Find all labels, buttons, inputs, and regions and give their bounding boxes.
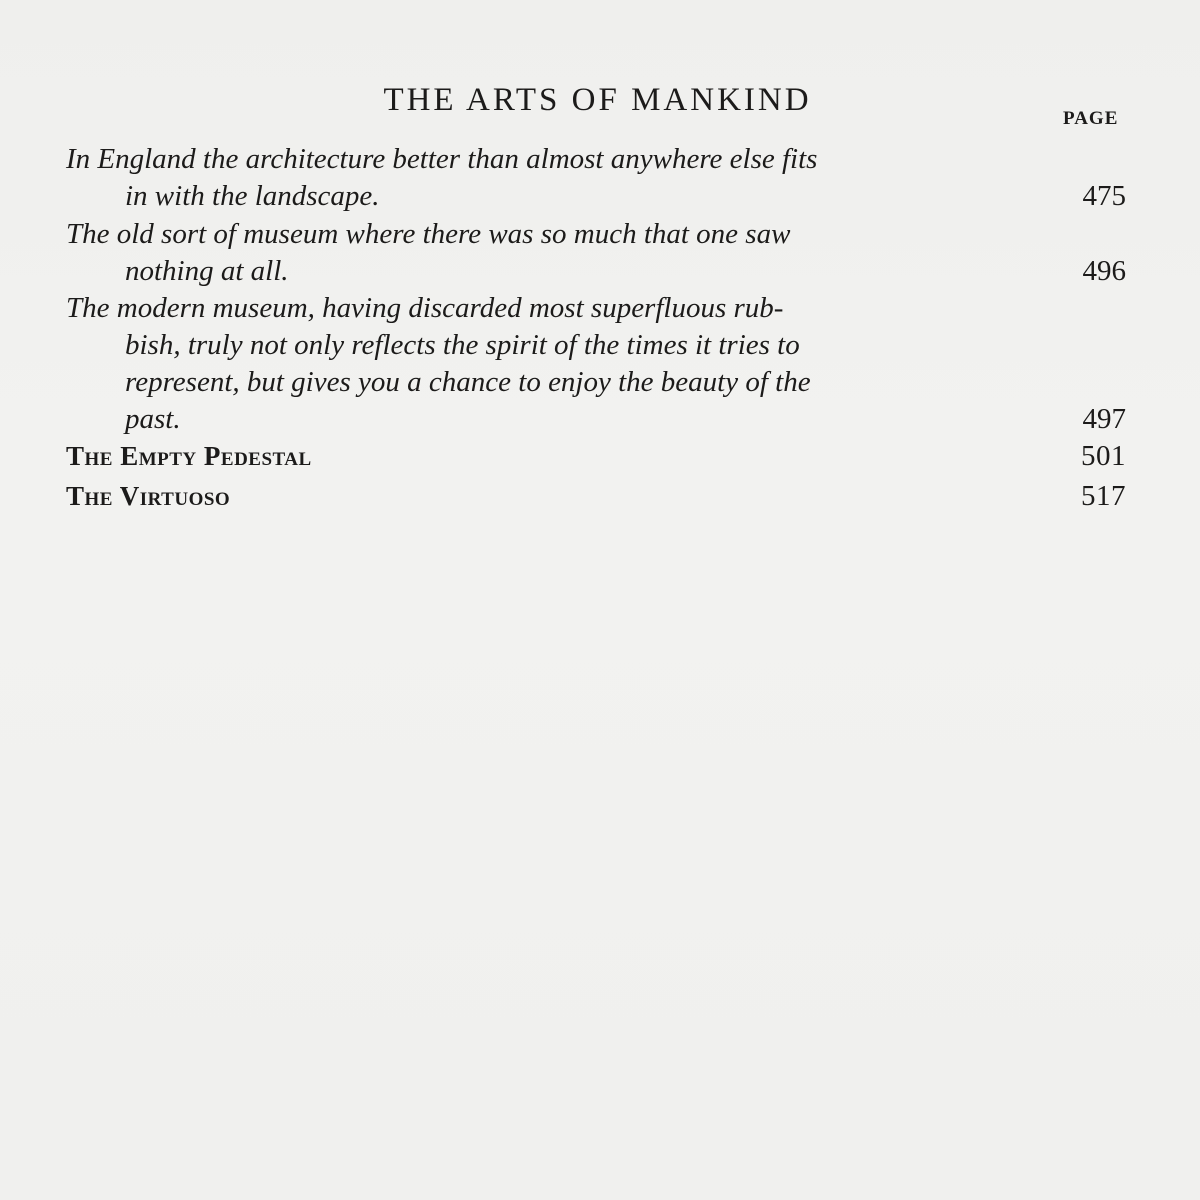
entry-line: bish, truly not only reflects the spirit of the times it tries to: [125, 329, 800, 361]
entry-line: The old sort of museum where there was so much that one saw: [66, 218, 791, 250]
list-item: [66, 216, 1126, 290]
page-column-label: PAGE: [1063, 108, 1119, 129]
page-number: 497: [1082, 403, 1126, 435]
entry-line: The modern museum, having discarded most superfluous rub-: [66, 292, 784, 324]
entry-text: [66, 216, 1080, 290]
page-title: THE ARTS OF MANKIND: [383, 82, 812, 118]
entry-text: [66, 141, 1080, 215]
chapter-row: [66, 438, 1126, 475]
page-number: 517: [1081, 480, 1126, 512]
page-number: 501: [1081, 440, 1126, 472]
chapter-title: The Virtuoso: [66, 481, 231, 511]
entry-line: In England the architecture better than almost anywhere else fits: [66, 143, 818, 175]
list-item: [66, 141, 1126, 215]
entry-text: [66, 290, 1080, 438]
entry-line: in with the landscape.: [125, 180, 380, 212]
chapter-title: The Empty Pedestal: [66, 441, 312, 471]
chapter-row: [66, 478, 1126, 515]
entry-line: nothing at all.: [125, 255, 289, 287]
show-through-texture: [100, 530, 1130, 557]
entry-line: past.: [125, 403, 181, 435]
page-number: 496: [1082, 255, 1126, 287]
list-item: [66, 290, 1126, 438]
page-number: 475: [1082, 180, 1126, 212]
entry-line: represent, but gives you a chance to enjoy the beauty of the: [125, 366, 811, 398]
